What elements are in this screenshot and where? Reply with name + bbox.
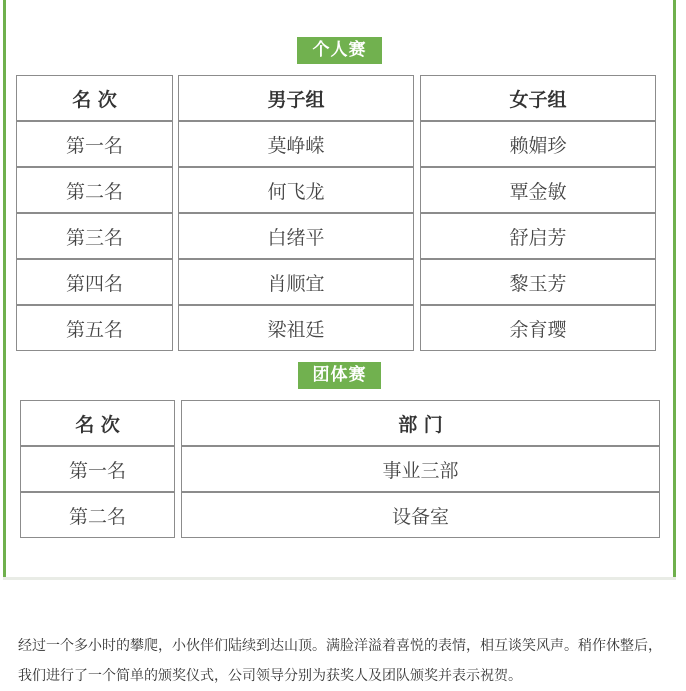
individual-women-cell: 舒启芳	[420, 213, 656, 259]
individual-title-badge: 个人赛	[297, 37, 382, 64]
bottom-divider	[3, 577, 676, 580]
team-department-cell: 事业三部	[181, 446, 660, 492]
individual-women-cell: 赖媚珍	[420, 121, 656, 167]
team-header-rank: 名 次	[20, 400, 175, 446]
team-rank-cell: 第二名	[20, 492, 175, 538]
individual-men-cell: 肖顺宜	[178, 259, 414, 305]
right-accent-bar	[673, 0, 676, 580]
individual-women-cell: 余育璎	[420, 305, 656, 351]
individual-men-cell: 何飞龙	[178, 167, 414, 213]
individual-women-cell: 覃金敏	[420, 167, 656, 213]
individual-rank-cell: 第四名	[16, 259, 173, 305]
individual-men-cell: 白绪平	[178, 213, 414, 259]
individual-rank-cell: 第五名	[16, 305, 173, 351]
team-header-department: 部 门	[181, 400, 660, 446]
team-rank-cell: 第一名	[20, 446, 175, 492]
individual-men-cell: 梁祖廷	[178, 305, 414, 351]
individual-women-cell: 黎玉芳	[420, 259, 656, 305]
article-paragraph: 经过一个多小时的攀爬，小伙伴们陆续到达山顶。满脸洋溢着喜悦的表情，相互谈笑风声。稍作休整后，我们进行了一个简单的颁奖仪式，公司领导分别为获奖人及团队颁奖并表示祝贺。	[18, 638, 662, 684]
individual-rank-cell: 第一名	[16, 121, 173, 167]
individual-header-men: 男子组	[178, 75, 414, 121]
individual-header-rank: 名 次	[16, 75, 173, 121]
individual-men-cell: 莫峥嵘	[178, 121, 414, 167]
team-department-cell: 设备室	[181, 492, 660, 538]
individual-header-women: 女子组	[420, 75, 656, 121]
individual-rank-cell: 第三名	[16, 213, 173, 259]
individual-rank-cell: 第二名	[16, 167, 173, 213]
left-accent-bar	[3, 0, 6, 580]
team-title-badge: 团体赛	[298, 362, 381, 389]
